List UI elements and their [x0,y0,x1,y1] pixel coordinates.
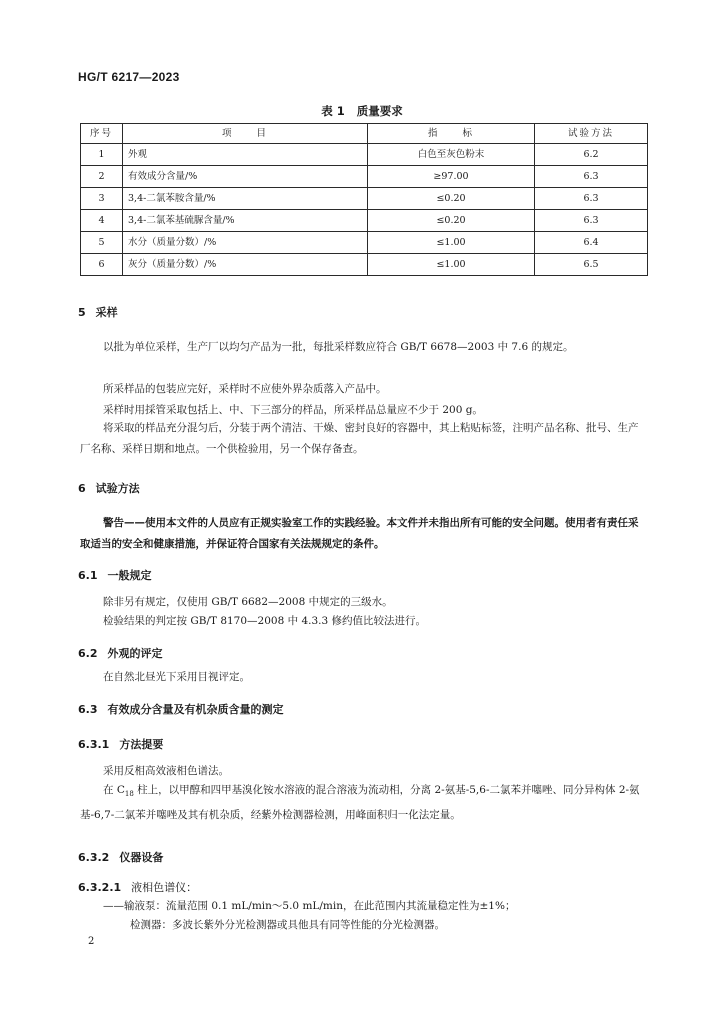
cell-item: 3,4-二氯苯基硫脲含量/% [123,210,368,232]
cell-spec: ≥97.00 [368,166,535,188]
header-cell-no: 序号 [81,124,123,144]
section-number: 6.2 [78,647,98,660]
standard-code: HG/T 6217—2023 [78,70,180,84]
text-run: 在 C [103,784,125,796]
cell-no: 3 [81,188,123,210]
section-6-1-heading [78,567,152,583]
header-cell-method: 试验方法 [535,124,648,144]
section-number: 6 [78,482,86,495]
section-6-3-heading [78,701,284,717]
section-6-3-1-heading [78,736,163,752]
section-number: 6.1 [78,569,98,582]
paragraph: 检验结果的判定按 GB/T 8170—2008 中 4.3.3 修约值比较法进行。 [103,615,426,627]
section-6-heading [78,480,140,496]
cell-method: 6.3 [535,166,648,188]
section-6-3-2-1-heading [78,879,197,895]
cell-item: 有效成分含量/% [123,166,368,188]
cell-item: 3,4-二氯苯胺含量/% [123,188,368,210]
header-cell-item: 项 目 [123,124,368,144]
cell-spec: ≤1.00 [368,254,535,276]
cell-method: 6.2 [535,144,648,166]
section-number: 6.3.2.1 [78,881,122,894]
cell-no: 6 [81,254,123,276]
cell-item: 水分（质量分数）/% [123,232,368,254]
cell-spec: ≤0.20 [368,210,535,232]
section-title: 液相色谱仪： [131,881,198,894]
section-6-3-2-heading [78,849,163,865]
table-row [81,254,648,276]
paragraph: 以批为单位采样，生产厂以均匀产品为一批，每批采样数应符合 GB/T 6678—2003 中 7.6 的规定。 [103,341,574,353]
table-caption-number: 表 1 [321,104,345,118]
section-5-heading [78,304,118,320]
table-row [81,232,648,254]
list-item: ——输液泵：流量范围 0.1 mL/min～5.0 mL/min，在此范围内其流量稳定性为±1%； [103,900,516,912]
cell-no: 5 [81,232,123,254]
table-row [81,188,648,210]
section-title: 仪器设备 [119,851,164,864]
warning-paragraph: 警告——使用本文件的人员应有正规实验室工作的实践经验。本文件并未指出所有可能的安全问题。使用者有责任采取适当的安全和健康措施，并保证符合国家有关法规规定的条件。 [80,517,639,550]
cell-item: 外观 [123,144,368,166]
header-cell-spec: 指 标 [368,124,535,144]
text-run: 柱上，以甲醇和四甲基溴化铵水溶液的混合溶液为流动相，分离 2-氨基-5,6-二氯苯并噻唑、同分异构体 2-氨基-6,7-二氯苯并噻唑及其有机杂质，经紫外检测器检测，用峰面积归一化法定量。 [80,784,640,822]
table-header-row [81,124,648,144]
paragraph: 除非另有规定，仅使用 GB/T 6682—2008 中规定的三级水。 [103,596,393,608]
section-number: 5 [78,306,86,319]
cell-method: 6.3 [535,210,648,232]
table-caption [0,103,724,119]
cell-method: 6.4 [535,232,648,254]
table-row [81,166,648,188]
cell-spec: ≤0.20 [368,188,535,210]
table-caption-title: 质量要求 [356,104,403,118]
paragraph: 采样时用採管采取包括上、中、下三部分的样品，所采样品总量应不少于 200 g。 [103,404,483,416]
cell-no: 4 [81,210,123,232]
cell-spec: ≤1.00 [368,232,535,254]
paragraph [80,780,648,826]
paragraph: 所采样品的包装应完好，采样时不应使外界杂质落入产品中。 [103,383,387,395]
section-number: 6.3 [78,703,98,716]
cell-no: 2 [81,166,123,188]
section-title: 外观的评定 [107,647,163,660]
subscript: 18 [124,790,134,799]
cell-method: 6.5 [535,254,648,276]
section-title: 一般规定 [107,569,152,582]
cell-method: 6.3 [535,188,648,210]
table-row [81,210,648,232]
paragraph: 在自然北昼光下采用目视评定。 [103,671,250,683]
section-title: 方法提要 [119,738,164,751]
list-item: 检测器：多波长紫外分光检测器或具他具有同等性能的分光检测器。 [130,919,445,931]
section-number: 6.3.2 [78,851,110,864]
cell-item: 灰分（质量分数）/% [123,254,368,276]
paragraph: 将采取的样品充分混匀后，分装于两个清洁、干燥、密封良好的容器中，其上粘贴标签，注明产品名称、批号、生产厂名称、采样日期和地点。一个供检验用，另一个保存备查。 [80,422,639,455]
section-title: 有效成分含量及有机杂质含量的测定 [107,703,284,716]
section-title: 试验方法 [95,482,140,495]
cell-no: 1 [81,144,123,166]
page-number: 2 [88,936,95,947]
section-6-2-heading [78,645,163,661]
section-title: 采样 [95,306,118,319]
table-row [81,144,648,166]
quality-requirements-table [80,123,648,276]
paragraph: 采用反相高效液相色谱法。 [103,765,229,777]
section-number: 6.3.1 [78,738,110,751]
cell-spec: 白色至灰色粉末 [368,144,535,166]
